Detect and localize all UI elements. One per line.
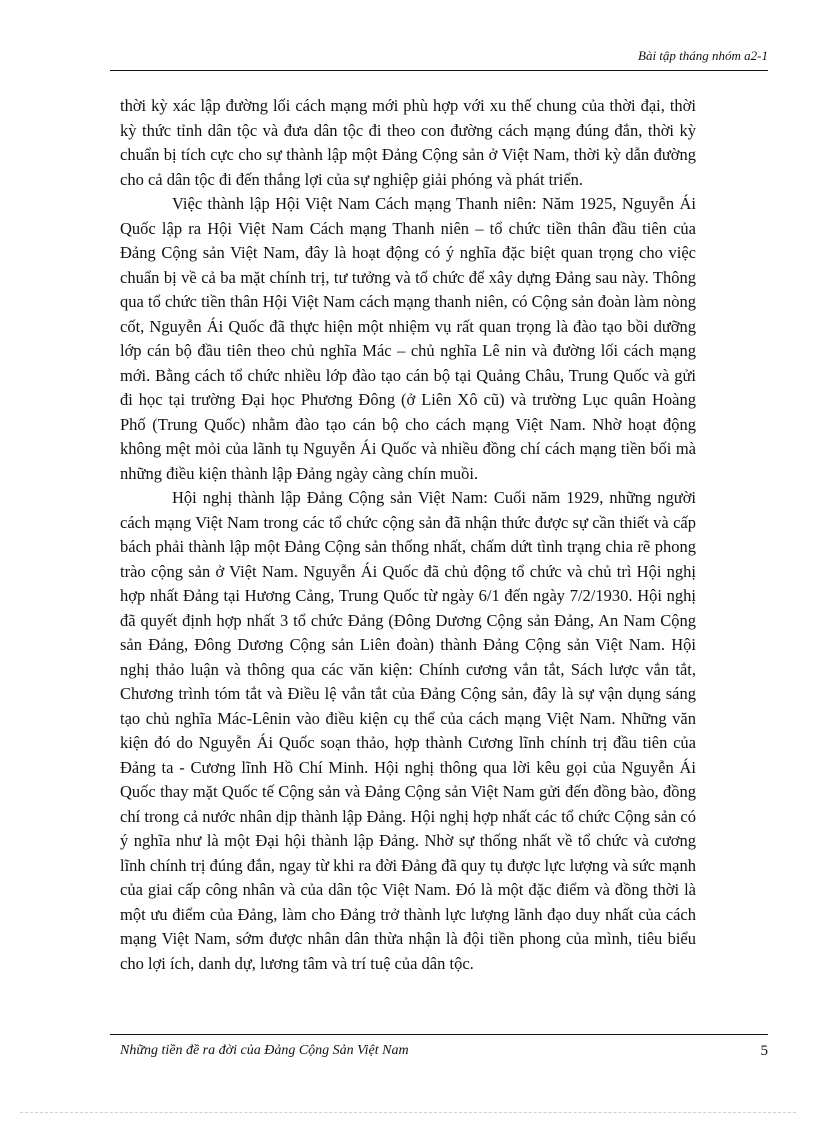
- page-number: 5: [760, 1043, 768, 1059]
- paragraph-hoi-nghi: Hội nghị thành lập Đảng Cộng sản Việt Nam: Cuối năm 1929, những người cách mạng Việt Nam trong các tổ chức cộng sản đã nhận thức được sự cần thiết và cấp bách phải thành lập một Đảng Cộng sản thống nhất, chấm dứt tình trạng chia rẽ phong trào cộng sản ở Việt Nam. Nguyễn Ái Quốc đã chủ động tổ chức và chủ trì Hội nghị hợp nhất Đảng tại Hương Cảng, Trung Quốc từ ngày 6/1 đến ngày 7/2/1930. Hội nghị đã quyết định hợp nhất 3 tổ chức Đảng (Đông Dương Cộng sản Đảng, An Nam Cộng sản Đảng, Đông Dương Cộng sản Liên đoàn) thành Đảng Cộng sản Việt Nam. Hội nghị thảo luận và thông qua các văn kiện: Chính cương vắn tắt, Sách lược vắn tắt, Chương trình tóm tắt và Điều lệ vắn tắt của Đảng Cộng sản, đây là sự vận dụng sáng tạo chủ nghĩa Mác-Lênin vào điều kiện cụ thể của cách mạng Việt Nam. Những văn kiện đó do Nguyễn Ái Quốc soạn thảo, hợp thành Cương lĩnh chính trị đầu tiên của Đảng ta - Cương lĩnh Hồ Chí Minh. Hội nghị thông qua lời kêu gọi của Nguyễn Ái Quốc thay mặt Quốc tế Cộng sản và Đảng Cộng sản Việt Nam gửi đến đồng bào, đồng chí trong cả nước nhân dịp thành lập Đảng. Hội nghị hợp nhất các tổ chức Cộng sản có ý nghĩa như là một Đại hội thành lập Đảng. Nhờ sự thống nhất về tổ chức và cương lĩnh chính trị đúng đắn, ngay từ khi ra đời Đảng đã quy tụ được lực lượng và sức mạnh của giai cấp công nhân và của dân tộc Việt Nam. Đó là một đặc điểm và đồng thời là một ưu điểm của Đảng, làm cho Đảng trở thành lực lượng lãnh đạo duy nhất của cách mạng Việt Nam, sớm được nhân dân thừa nhận là đội tiền phong của mình, tiêu biểu cho lợi ích, danh dự, lương tâm và trí tuệ của dân tộc.: [120, 488, 696, 973]
- paragraph-thanh-nien: Việc thành lập Hội Việt Nam Cách mạng Thanh niên: Năm 1925, Nguyễn Ái Quốc lập ra Hội Việt Nam Cách mạng Thanh niên – tổ chức tiền thân đầu tiên của Đảng Cộng sản Việt Nam, đây là hoạt động có ý nghĩa đặc biệt quan trọng cho việc chuẩn bị về cả ba mặt chính trị, tư tưởng và tổ chức để xây dựng Đảng sau này. Thông qua tổ chức tiền thân Hội Việt Nam cách mạng thanh niên, có Cộng sản đoàn làm nòng cốt, Nguyễn Ái Quốc đã thực hiện một nhiệm vụ rất quan trọng là đào tạo bồi dưỡng lớp cán bộ đầu tiên theo chủ nghĩa Mác – chủ nghĩa Lê nin và đường lối cách mạng mới. Bằng cách tổ chức nhiều lớp đào tạo cán bộ tại Quảng Châu, Trung Quốc và gửi đi học tại trường Đại học Phương Đông (ở Liên Xô cũ) và trường Lục quân Hoàng Phố (Trung Quốc) nhằm đào tạo cán bộ cho cách mạng Việt Nam. Nhờ hoạt động không mệt mỏi của lãnh tụ Nguyễn Ái Quốc và nhiều đồng chí cách mạng tiền bối mà những điều kiện thành lập Đảng ngày càng chín muồi.: [120, 194, 696, 483]
- page-header: [110, 48, 768, 71]
- paragraph-continuation: thời kỳ xác lập đường lối cách mạng mới phù hợp với xu thế chung của thời đại, thời kỳ thức tỉnh dân tộc và đưa dân tộc đi theo con đường cách mạng đúng đắn, thời kỳ chuẩn bị tích cực cho sự thành lập một Đảng Cộng sản ở Việt Nam, thời kỳ dẫn đường cho cả dân tộc đi đến thắng lợi của sự nghiệp giải phóng và phát triển.: [120, 96, 696, 189]
- document-body: [120, 94, 696, 976]
- page-footer: [110, 1034, 768, 1059]
- footer-title: Những tiền đề ra đời của Đảng Cộng Sản Việt Nam: [120, 1043, 409, 1058]
- header-title: Bài tập tháng nhóm a2-1: [638, 48, 768, 63]
- page-bottom-divider: [20, 1112, 796, 1113]
